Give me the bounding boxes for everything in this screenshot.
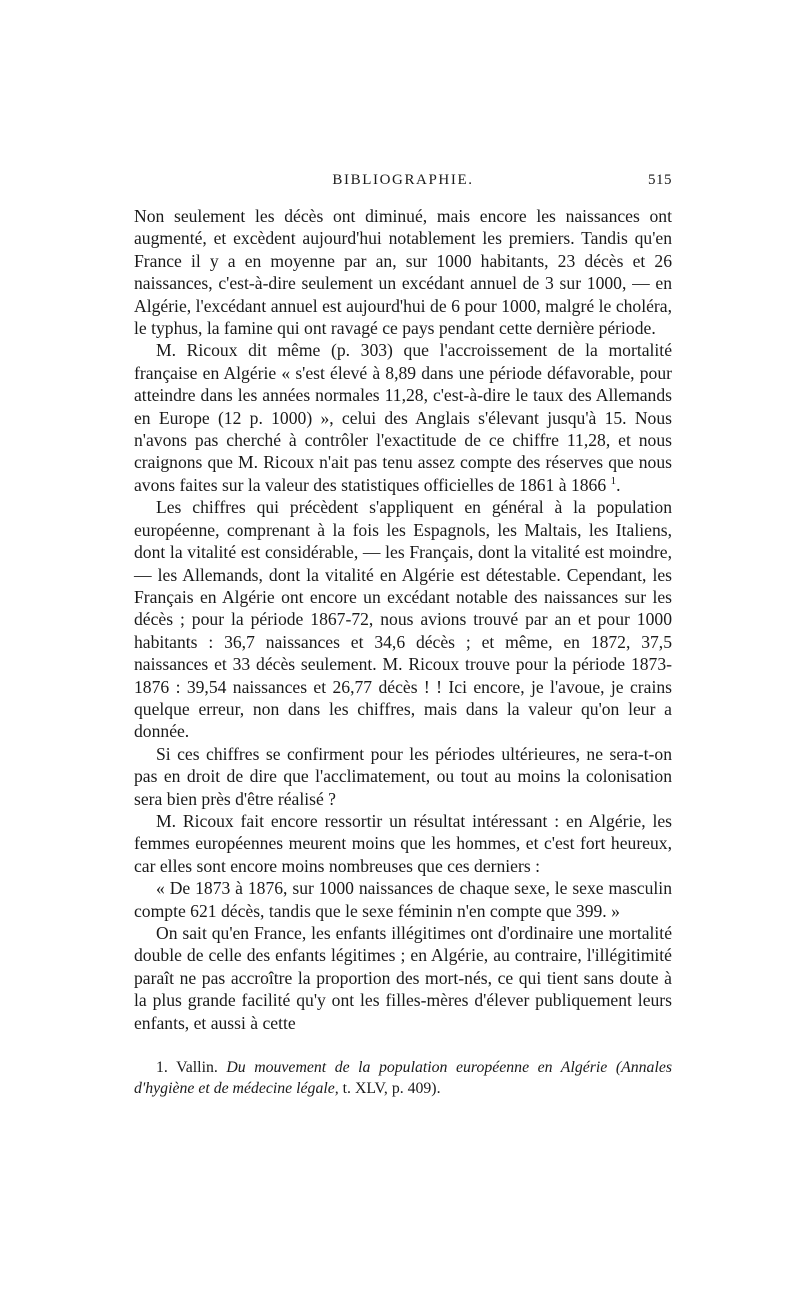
paragraph: On sait qu'en France, les enfants illégitimes ont d'ordinaire une mortalité double de celle des enfants légitimes ; en Algérie, au contraire, l'illégitimité paraît ne pas accroître la proportion des mort-nés, ce qui tient sans doute à la plus grande facilité qu'y ont les filles-mères d'élever publiquement leurs enfants, et aussi à cette [134,923,672,1033]
footnote-source: (Annales d'hygiène et de médecine légale, [134,1059,672,1098]
footnote-number: 1. [156,1059,168,1077]
quoted-paragraph: « De 1873 à 1876, sur 1000 naissances de chaque sexe, le sexe masculin compte 621 décès, tandis que le sexe féminin n'en compte que 399. » [134,878,672,921]
paragraph: Non seulement les décès ont diminué, mais encore les naissances ont augmenté, et excèdent aujourd'hui notablement les premiers. Tandis qu'en France il y a en moyenne par an, sur 1000 habitants, 23 décès et 26 naissances, c'est-à-dire seulement un excédant annuel de 3 sur 1000, — en Algérie, l'excédant annuel est aujourd'hui de 6 pour 1000, malgré le choléra, le typhus, la famine qui ont ravagé ce pays pendant cette dernière période. [134,206,672,339]
footnote [134,1057,672,1099]
paragraph: Les chiffres qui précèdent s'appliquent en général à la population européenne, comprenant à la fois les Espagnols, les Maltais, les Italiens, dont la vitalité est considérable, — les Français, dont la vitalité est moindre, — les Allemands, dont la vitalité en Algérie est détestable. Cependant, les Français en Algérie ont encore un excédant notable des naissances sur les décès ; pour la période 1867-72, nous avions trouvé par an et pour 1000 habitants : 36,7 naissances et 34,6 décès ; et même, en 1872, 37,5 naissances et 33 décès seulement. M. Ricoux trouve pour la période 1873-1876 : 39,54 naissances et 26,77 décès ! ! Ici encore, je l'avoue, je crains quelque erreur, non dans les chiffres, mais dans la valeur qu'on leur a donnée. [134,497,672,742]
body-text [134,205,672,1034]
footnote-author: Vallin. [176,1059,218,1077]
book-page [134,172,672,1099]
paragraph: Si ces chiffres se confirment pour les périodes ultérieures, ne sera-t-on pas en droit de dire que l'acclimatement, ou tout au moins la colonisation sera bien près d'être réalisé ? [134,743,672,809]
footnote-title: Du mouvement de la population européenne en Algérie [226,1059,608,1077]
page-number: 515 [648,172,672,188]
footnote-reference: 1 [610,475,617,488]
footnote-details: t. XLV, p. 409). [342,1080,441,1098]
paragraph-text: M. Ricoux dit même (p. 303) que l'accroissement de la mortalité française en Algérie « s'est élevé à 8,89 dans une période défavorable, pour atteindre dans les années normales 11,28, c'est-à-dire le taux des Allemands en Europe (12 p. 1000) », celui des Anglais s'élevant jusqu'à 15. Nous n'avons pas cherché à contrôler l'exactitude de ce chiffre 11,28, et nous craignons que M. Ricoux n'ait pas tenu assez compte des réserves que nous avons faites sur la valeur des statistiques officielles de 1861 à 1866 [134,340,672,495]
paragraph [134,339,672,496]
paragraph: M. Ricoux fait encore ressortir un résultat intéressant : en Algérie, les femmes européennes meurent moins que les hommes, et c'est fort heureux, car elles sont encore moins nombreuses que ces derniers : [134,810,672,876]
running-head [134,172,672,196]
running-title: BIBLIOGRAPHIE. [332,172,474,188]
paragraph-end-punctuation: . [616,474,621,495]
